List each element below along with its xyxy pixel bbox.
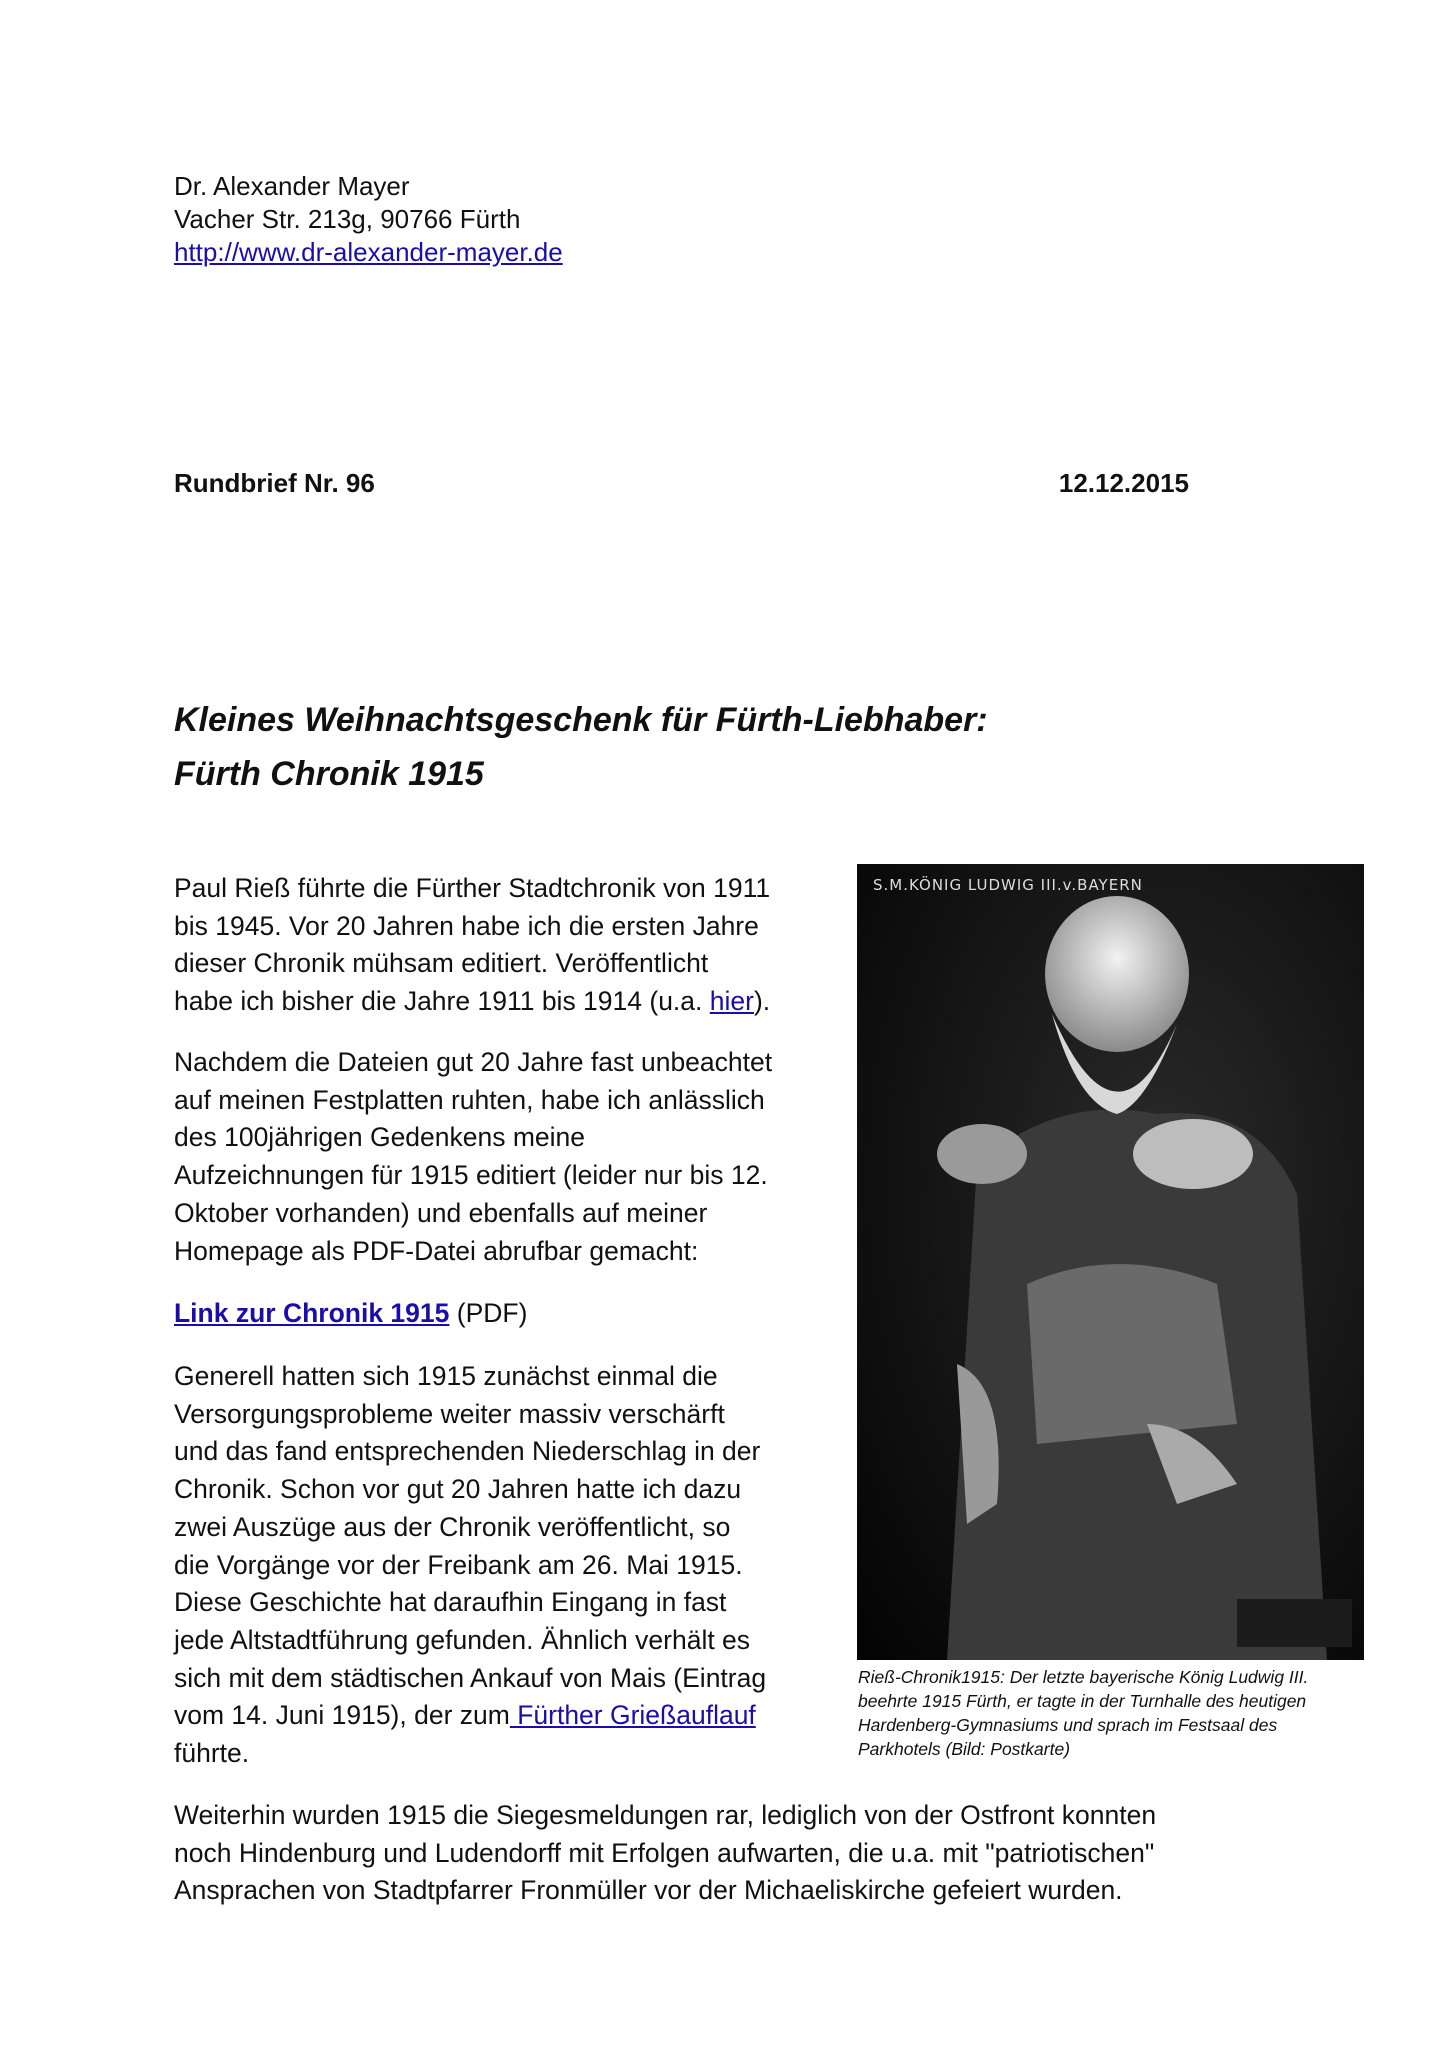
text-line: Versorgungsprobleme weiter massiv verschärft [174,1398,725,1429]
text-line: die Vorgänge vor der Freibank am 26. Mai 1915. [174,1549,743,1580]
pdf-suffix: (PDF) [449,1298,528,1328]
caption-line: Parkhotels (Bild: Postkarte) [858,1739,1071,1759]
text-line: dieser Chronik mühsam editiert. Veröffentlicht [174,948,709,979]
title-line-2: Fürth Chronik 1915 [174,755,484,793]
photo-inscription: S.M.KÖNIG LUDWIG III.v.BAYERN [873,876,1143,894]
text-line: Generell hatten sich 1915 zunächst einmal die [174,1361,718,1391]
text-line: sich mit dem städtischen Ankauf von Mais (Eintrag [174,1662,767,1693]
sender-name: Dr. Alexander Mayer [174,171,410,201]
chronik-link-line [174,1295,527,1333]
paragraph-4 [174,1797,1156,1910]
paragraph-2 [174,1044,772,1270]
paragraph-1 [174,870,770,1021]
text-line: vom 14. Juni 1915), der zum [174,1700,510,1731]
text-line: bis 1945. Vor 20 Jahren habe ich die ersten Jahre [174,910,759,941]
caption-line: beehrte 1915 Fürth, er tagte in der Turnhalle des heutigen [858,1691,1307,1711]
text-line: Paul Rieß führte die Fürther Stadtchronik von 1911 [174,873,771,903]
letter-date: 12.12.2015 [1058,468,1189,498]
text-line: Homepage als PDF-Datei abrufbar gemacht: [174,1235,699,1266]
text-line: habe ich bisher die Jahre 1911 bis 1914 (u.a. [174,986,710,1017]
portrait-image [857,864,1364,1660]
text-line: Diese Geschichte hat daraufhin Eingang in fast [174,1587,727,1618]
text-line: zwei Auszüge aus der Chronik veröffentlicht, so [174,1511,731,1542]
text-line: Nachdem die Dateien gut 20 Jahre fast unbeachtet [174,1047,773,1077]
title-line-1: Kleines Weihnachtsgeschenk für Fürth-Liebhaber: [174,701,988,739]
hier-link[interactable]: hier [709,986,754,1017]
text-line: Oktober vorhanden) und ebenfalls auf meiner [174,1197,708,1228]
sender-address: Vacher Str. 213g, 90766 Fürth [174,204,521,234]
text-line: ). [753,986,771,1017]
text-line: des 100jährigen Gedenkens meine [174,1122,586,1153]
article-title [174,693,988,801]
website-link[interactable]: http://www.dr-alexander-mayer.de [174,237,563,267]
king-ludwig-photo [857,864,1364,1660]
paragraph-3 [174,1358,766,1773]
photo-caption [858,1665,1308,1761]
text-line: Chronik. Schon vor gut 20 Jahren hatte ich dazu [174,1474,742,1505]
sender-block [174,170,563,269]
text-line: führte. [174,1738,250,1769]
text-line: auf meinen Festplatten ruhten, habe ich anlässlich [174,1084,765,1115]
text-line: Weiterhin wurden 1915 die Siegesmeldungen rar, lediglich von der Ostfront konnten [174,1800,1157,1830]
text-line: jede Altstadtführung gefunden. Ähnlich verhält es [174,1624,751,1655]
chronik-1915-link[interactable]: Link zur Chronik 1915 [174,1298,450,1328]
letter-number: Rundbrief Nr. 96 [174,468,375,498]
caption-line: Hardenberg-Gymnasiums und sprach im Festsaal des [858,1715,1278,1735]
text-line: Aufzeichnungen für 1915 editiert (leider nur bis 12. [174,1160,768,1191]
caption-line: Rieß-Chronik1915: Der letzte bayerische König Ludwig III. [858,1667,1309,1687]
text-line: und das fand entsprechenden Niederschlag in der [174,1436,761,1467]
text-line: Ansprachen von Stadtpfarrer Fronmüller vor der Michaeliskirche gefeiert wurden. [174,1875,1123,1906]
griessauflauf-link[interactable]: Fürther Grießauflauf [509,1700,756,1731]
text-line: noch Hindenburg und Ludendorff mit Erfolgen aufwarten, die u.a. mit "patriotischen" [174,1837,1155,1868]
